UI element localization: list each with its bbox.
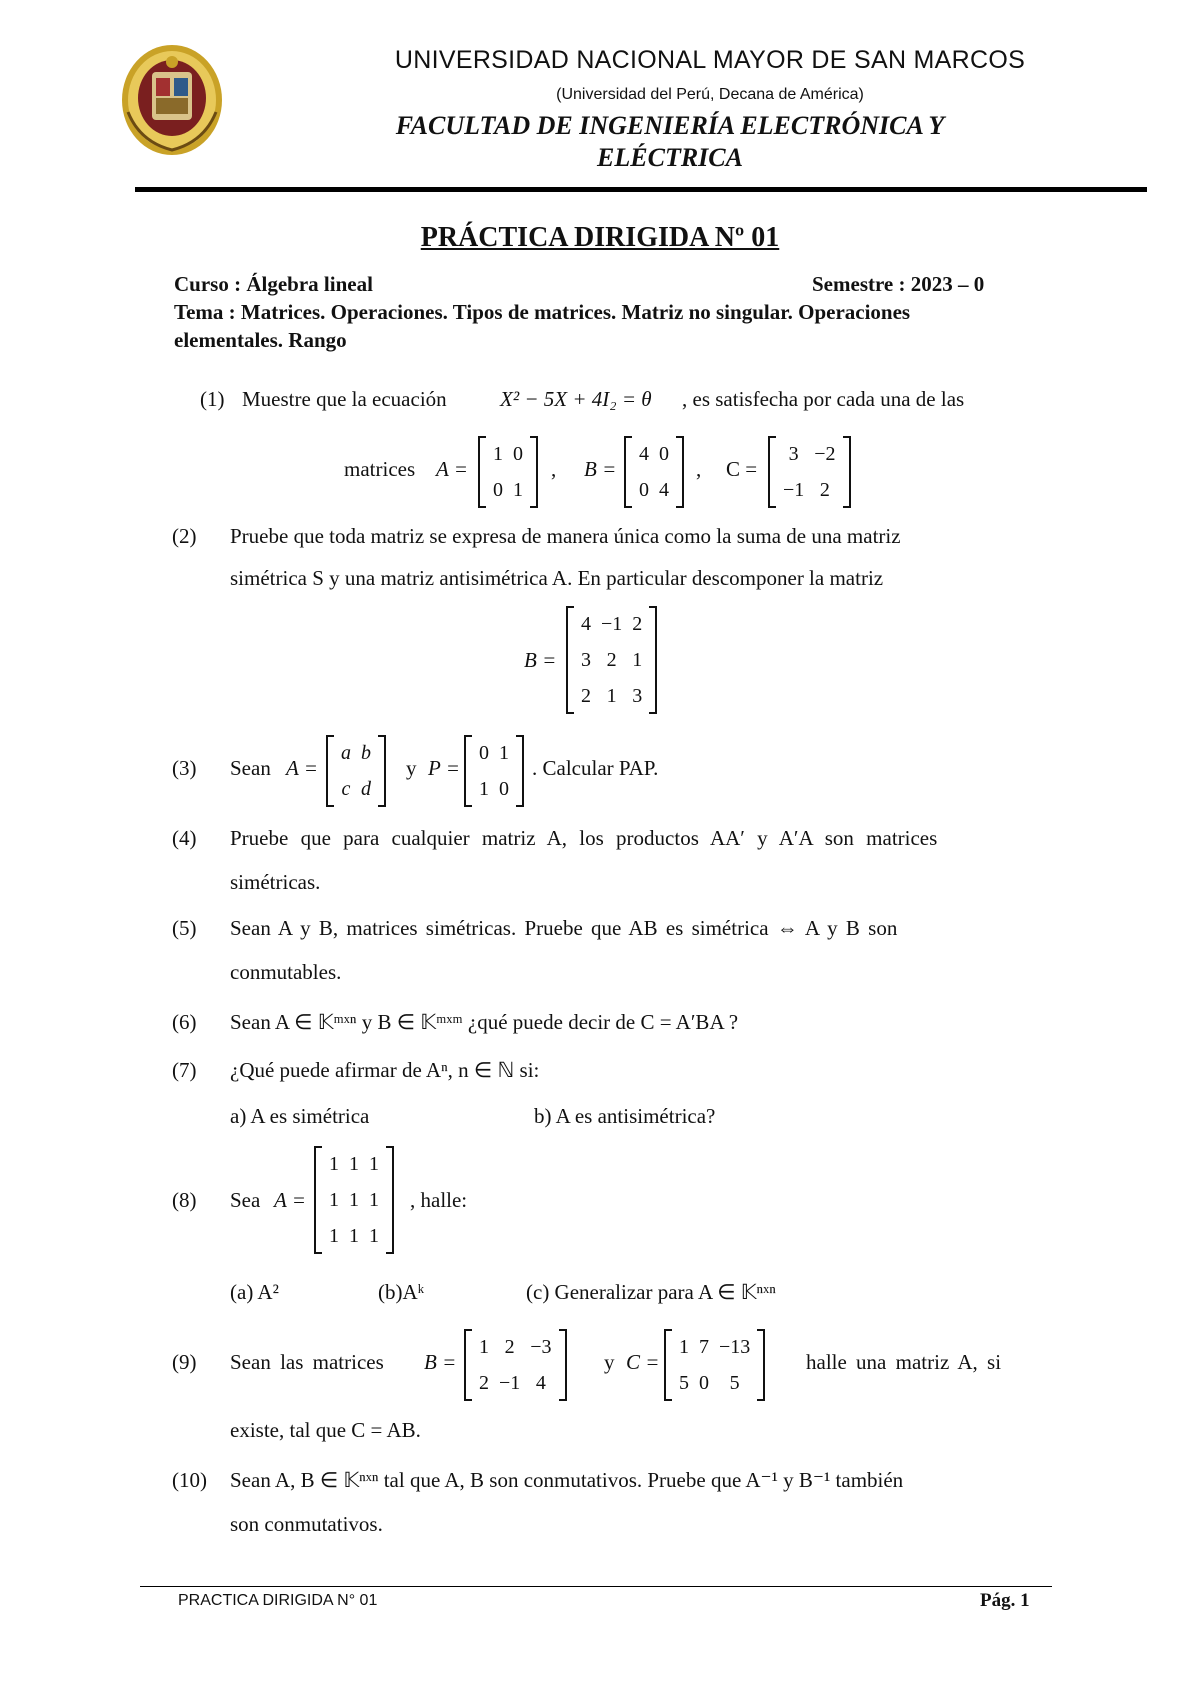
problem-2-line-1: Pruebe que toda matriz se expresa de manera única como la suma de una matriz (230, 524, 901, 548)
university-seal-logo (120, 42, 225, 157)
problem-1-matrices-label: matrices (344, 457, 416, 481)
problem-3-text-b: . Calcular PAP. (532, 756, 659, 780)
document-title: PRÁCTICA DIRIGIDA Nº 01 (420, 222, 780, 253)
matrix-B-label: B = (524, 648, 557, 672)
problem-1-equation: X² − 5X + 4I₂ = θ (500, 387, 652, 411)
problem-5-number: (5) (172, 916, 197, 940)
problem-10-number: (10) (172, 1468, 207, 1492)
problem-1-number: (1) (200, 387, 225, 411)
problem-4-number: (4) (172, 826, 197, 850)
course-label: Curso : Álgebra lineal (174, 272, 373, 296)
problem-7-number: (7) (172, 1058, 197, 1082)
matrix-A-ones: 1 1 1 1 1 1 1 1 1 (314, 1146, 394, 1254)
matrix-A-label: A = (286, 756, 318, 780)
footer-rule (140, 1586, 1052, 1587)
university-name: UNIVERSIDAD NACIONAL MAYOR DE SAN MARCOS (394, 46, 1026, 74)
comma: , (696, 457, 702, 481)
matrix-A: 1 0 0 1 (478, 436, 538, 508)
matrix-B-3x3: 4 −1 2 3 2 1 2 1 3 (566, 606, 657, 714)
problem-2-line-2: simétrica S y una matriz antisimétrica A. En particular descomponer la matriz (230, 566, 884, 590)
comma: , (551, 457, 557, 481)
problem-5-line-2: conmutables. (230, 960, 342, 984)
problem-8-text-b: , halle: (410, 1188, 468, 1212)
problem-1-text-b: , es satisfecha por cada una de las (682, 387, 965, 411)
problem-3-text: Sean (230, 756, 271, 780)
matrix-B-label: B = (424, 1350, 457, 1374)
problem-8-part-a: (a) A² (230, 1280, 279, 1304)
problem-7-line-1: ¿Qué puede afirmar de Aⁿ, n ∈ ℕ si: (230, 1058, 540, 1082)
problem-9-text: Sean las matrices (230, 1350, 384, 1374)
semester-label: Semestre : 2023 – 0 (812, 272, 985, 296)
faculty-name (270, 110, 1070, 174)
matrix-C-2x3: 1 7 −13 5 0 5 (664, 1329, 765, 1401)
matrix-A-label: A = (436, 457, 468, 481)
problem-8-part-c: (c) Generalizar para A ∈ 𝕂ⁿˣⁿ (526, 1280, 776, 1304)
problem-8-text: Sea (230, 1188, 261, 1212)
problem-6-line-1: Sean A ∈ 𝕂ᵐˣⁿ y B ∈ 𝕂ᵐˣᵐ ¿qué puede decir de C = A′BA ? (230, 1010, 739, 1034)
problem-8-number: (8) (172, 1188, 197, 1212)
faculty-line-2: ELÉCTRICA (597, 143, 743, 172)
problem-9-text-b: halle una matriz A, si (806, 1350, 1002, 1374)
problem-10-line-2: son conmutativos. (230, 1512, 383, 1536)
problem-10-line-1: Sean A, B ∈ 𝕂ⁿˣⁿ tal que A, B son conmutativos. Pruebe que A⁻¹ y B⁻¹ también (230, 1468, 904, 1492)
matrix-P: 0 1 1 0 (464, 735, 524, 807)
university-subtitle: (Universidad del Perú, Decana de América) (556, 86, 864, 103)
problem-2-number: (2) (172, 524, 197, 548)
faculty-line-1: FACULTAD DE INGENIERÍA ELECTRÓNICA Y (395, 111, 945, 140)
matrix-B-label: B = (584, 457, 617, 481)
problem-4-line-2: simétricas. (230, 870, 321, 894)
problem-3-number: (3) (172, 756, 197, 780)
matrix-C-label: C = (626, 1350, 660, 1374)
topic-line-1: Tema : Matrices. Operaciones. Tipos de matrices. Matriz no singular. Operaciones (174, 300, 911, 324)
problem-5-line-1: Sean A y B, matrices simétricas. Pruebe que AB es simétrica ⇔ A y B son (230, 916, 898, 940)
problem-1-text: Muestre que la ecuación (242, 387, 447, 411)
problem-4-line-1: Pruebe que para cualquier matriz A, los productos AA′ y A′A son matrices (230, 826, 938, 850)
matrix-B: 4 0 0 4 (624, 436, 684, 508)
matrix-A-symbolic: a b c d (326, 735, 386, 807)
matrix-C: 3 −2 −1 2 (768, 436, 851, 508)
matrix-B-2x3: 1 2 −3 2 −1 4 (464, 1329, 567, 1401)
problem-7-option-b: b) A es antisimétrica? (534, 1104, 716, 1128)
header-rule (135, 187, 1147, 192)
matrix-A-label: A = (274, 1188, 306, 1212)
problem-9-line-2: existe, tal que C = AB. (230, 1418, 421, 1442)
problem-8-part-b: (b)Aᵏ (378, 1280, 425, 1304)
matrix-P-label: P = (428, 756, 460, 780)
and-word: y (406, 756, 417, 780)
problem-6-number: (6) (172, 1010, 197, 1034)
footer-title: PRACTICA DIRIGIDA N° 01 (178, 1592, 378, 1609)
problem-9-number: (9) (172, 1350, 197, 1374)
problem-7-option-a: a) A es simétrica (230, 1104, 370, 1128)
page-number: Pág. 1 (980, 1590, 1030, 1611)
and-word: y (604, 1350, 615, 1374)
topic-line-2: elementales. Rango (174, 328, 347, 352)
matrix-C-label: C = (726, 457, 758, 481)
